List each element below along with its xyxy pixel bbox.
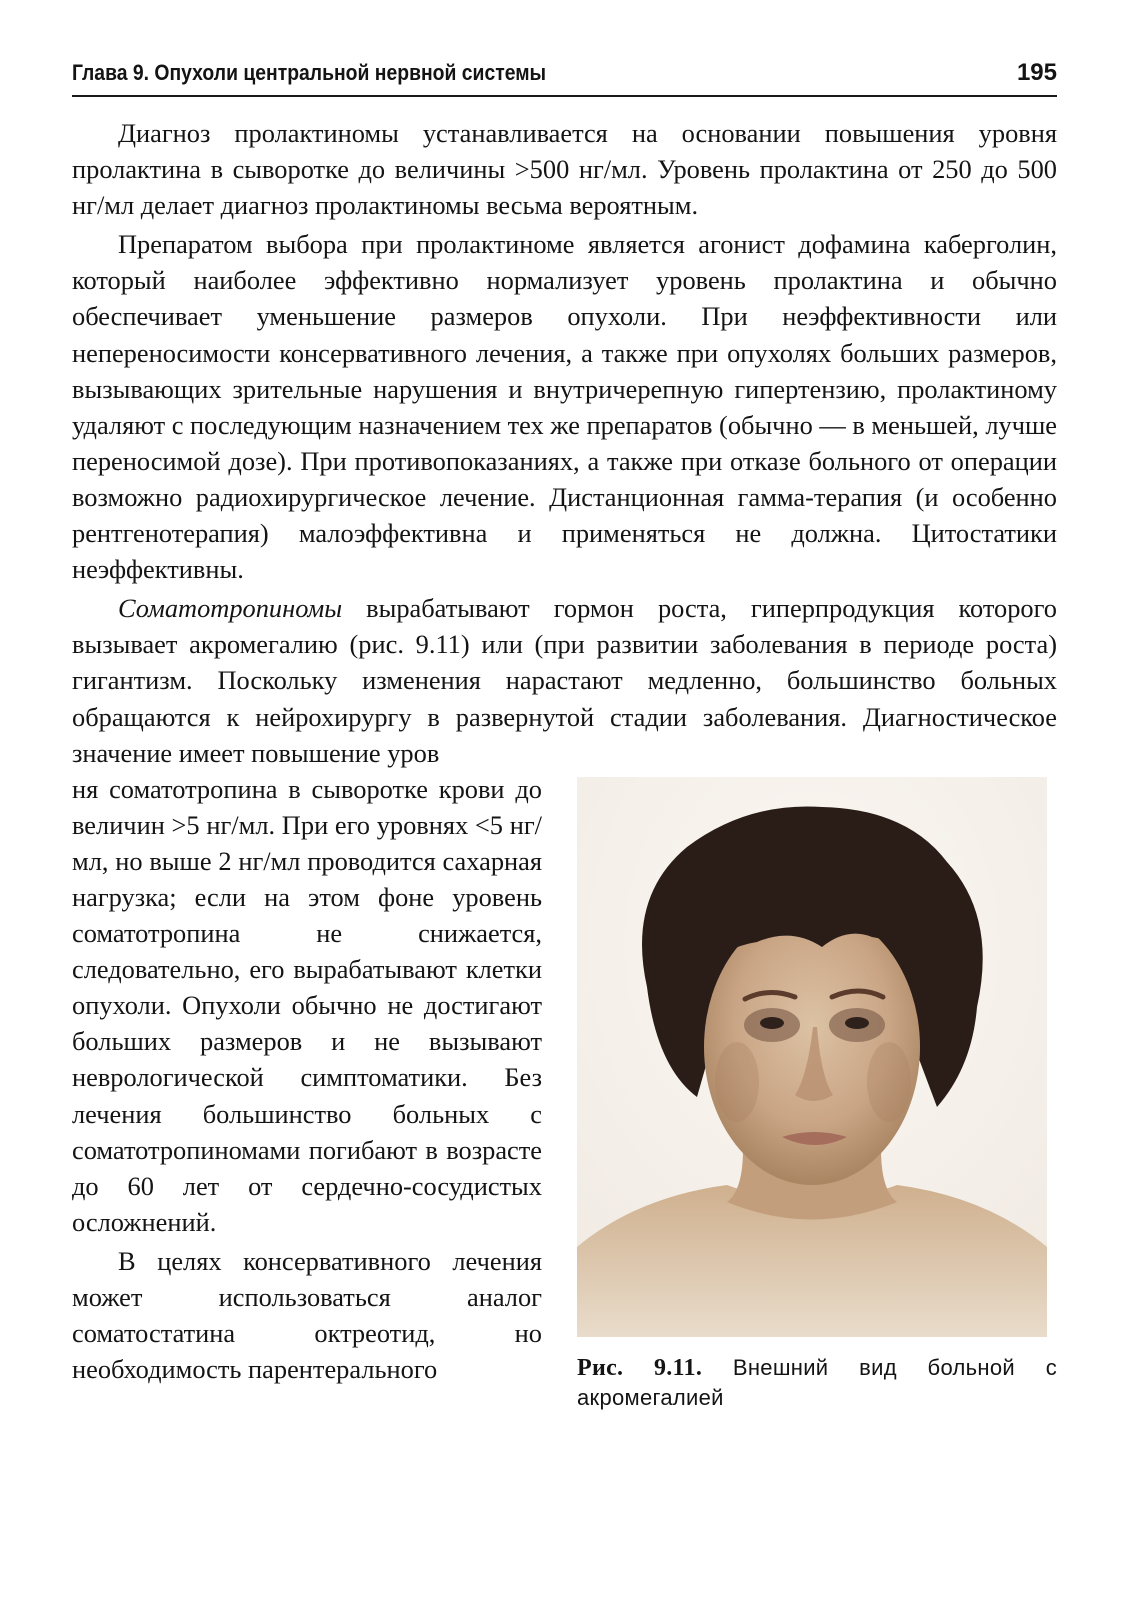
left-text-column: [72, 771, 542, 1388]
paragraph-somatotropinoma-continued: ня соматотропина в сыворотке крови до величин >5 нг/мл. При его уровнях <5 нг/мл, но выше 2 нг/мл проводится сахарная нагрузка; если на этом фоне уровень соматотропина не снижается, следовательно, его вырабатывают клетки опухоли. Опухоли обычно не достигают больших размеров и не вызывают неврологической симптоматики. Без лечения большинство больных с соматотропиномами погибают в возрасте до 60 лет от сердечно-сосудистых осложнений.: [72, 773, 542, 1237]
figure-caption: [577, 1353, 1057, 1413]
paragraph-prolactin-diagnosis: Диагноз пролактиномы устанавливается на основании повышения уровня пролактина в сыворотке до величины >500 нг/мл. Уровень пролактина от 250 до 500 нг/мл делает диагноз пролактиномы весьма вероятным.: [72, 118, 1057, 221]
figure-caption-text: Внешний вид больной с акромегалией: [577, 1354, 1058, 1410]
patient-photo: [577, 777, 1047, 1337]
paragraph-conservative-treatment: В целях консервативного лечения может использоваться аналог соматостатина октреотид, но необходимость парентерального: [72, 1245, 542, 1385]
book-page: [72, 55, 1057, 1555]
somatotropinoma-intro-text: вырабатывают гормон роста, гиперпродукция которого вызывает акромегалию (рис. 9.11) или (при развитии заболевания в периоде роста) гигантизм. Поскольку изменения нарастают медленно, большинство больных обращаются к нейрохирургу в развернутой стадии заболевания. Диагностическое значение имеет повышение уров: [72, 593, 1057, 768]
paragraph-prolactin-treatment: Препаратом выбора при пролактиноме является агонист дофамина каберголин, который наиболее эффективно нормализует уровень пролактина и обычно обеспечивает уменьшение размеров опухоли. При неэффективности или непереносимости консервативного лечения, а также при опухолях больших размеров, вызывающих зрительные нарушения и внутричерепную гипертензию, пролактиному удаляют с последующим назначением тех же препаратов (обычно — в меньшей, лучше переносимой дозе). При противопоказаниях, а также при отказе больного от операции возможно радиохирургическое лечение. Дистанционная гамма-терапия (и особенно рентгенотерапия) малоэффективна и применяться не должна. Цитостатики неэффективны.: [72, 229, 1058, 585]
figure-9-11: [577, 777, 1057, 1413]
figure-label: Рис. 9.11.: [577, 1354, 703, 1381]
page-body: [72, 115, 1058, 1410]
term-somatotropinoma: Соматотропиномы: [118, 593, 343, 624]
chapter-title: Глава 9. Опухоли центральной нервной системы: [72, 60, 547, 85]
page-number: 195: [1016, 59, 1057, 86]
page-header: [72, 55, 1057, 97]
paragraph-somatotropinoma-intro: [72, 590, 1057, 770]
text-figure-columns: [72, 771, 1058, 1410]
